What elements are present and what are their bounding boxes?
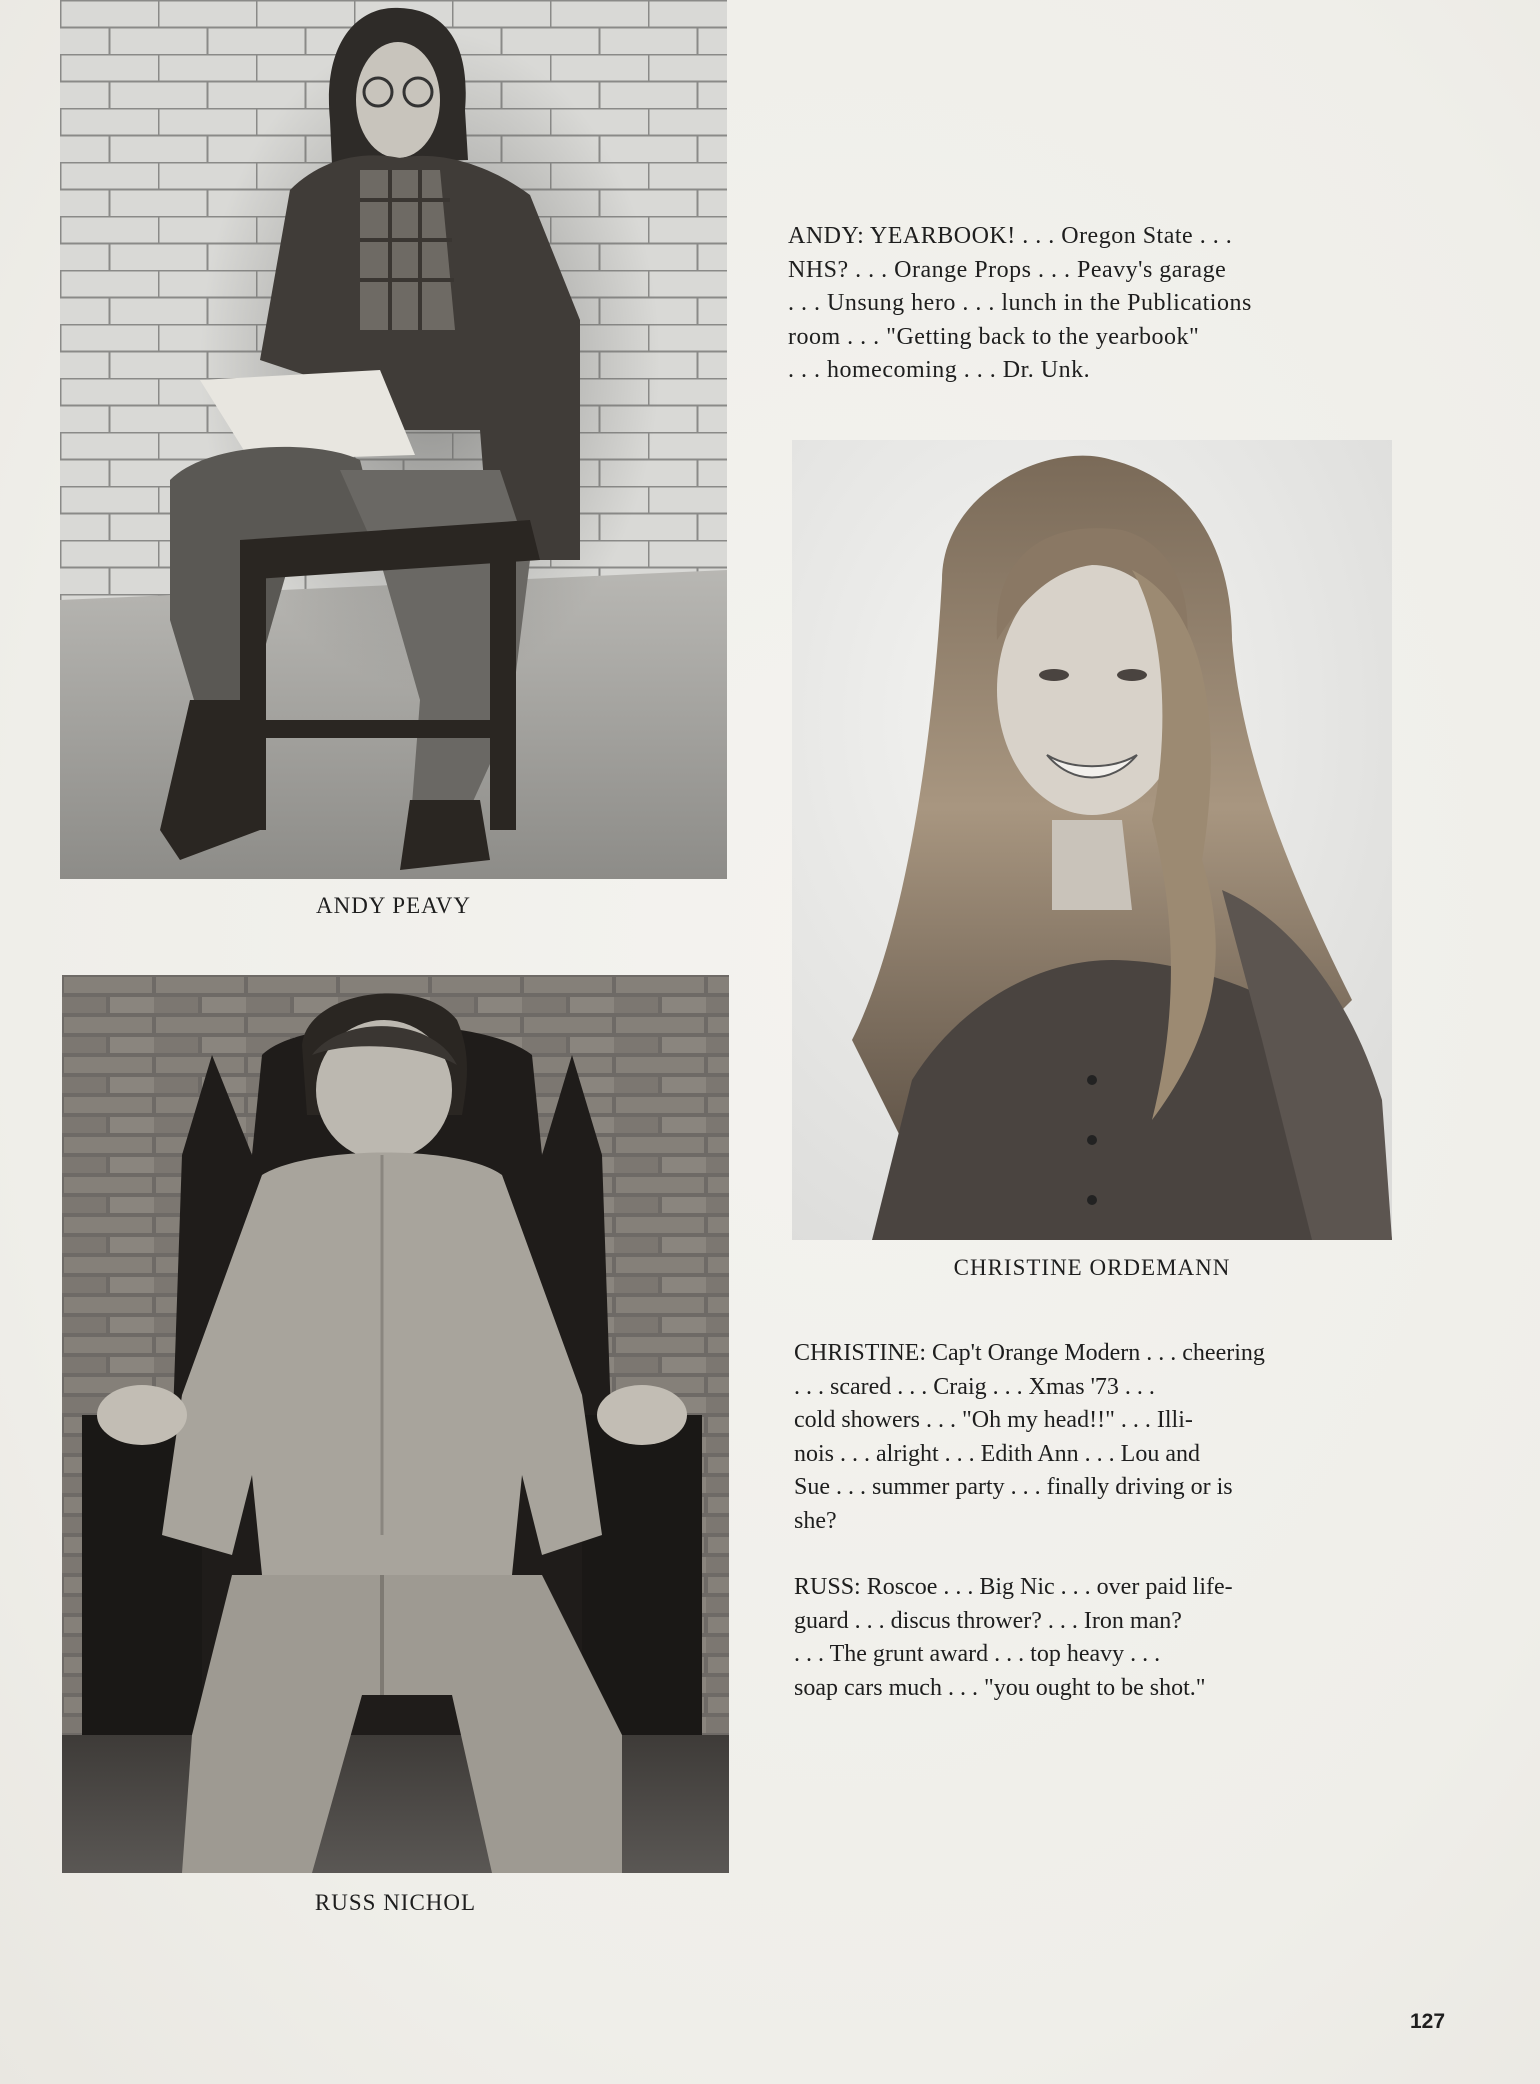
blurb-russ-line: . . . The grunt award . . . top heavy . . . [794,1641,1161,1667]
blurb-russ-line: RUSS: Roscoe . . . Big Nic . . . over paid life- [794,1574,1233,1600]
blurb-russ-line: soap cars much . . . "you ought to be shot." [794,1674,1206,1701]
photo-russ-nichol [62,975,729,1873]
blurb-andy [788,220,1378,388]
caption-christine-ordemann: CHRISTINE ORDEMANN [953,1255,1231,1280]
blurb-russ [794,1571,1394,1705]
caption-andy-peavy: ANDY PEAVY [315,893,472,918]
blurb-christine-line: she? [794,1507,837,1534]
photo-christine-ordemann [792,440,1392,1240]
blurb-andy-line: . . . Unsung hero . . . lunch in the Publications [788,290,1252,316]
caption-russ-nichol: RUSS NICHOL [314,1890,477,1915]
blurb-christine-line: cold showers . . . "Oh my head!!" . . . Illi- [794,1407,1193,1433]
blurb-christine-line: Sue . . . summer party . . . finally driving or is [794,1474,1233,1500]
page-number: 127 [1410,2010,1446,2033]
blurb-christine-line: CHRISTINE: Cap't Orange Modern . . . cheering [794,1340,1265,1366]
blurb-christine-line: . . . scared . . . Craig . . . Xmas '73 . . . [794,1373,1155,1400]
blurb-andy-line: room . . . "Getting back to the yearbook" [788,323,1200,350]
blurb-andy-line: . . . homecoming . . . Dr. Unk. [788,357,1091,383]
blurb-andy-line: NHS? . . . Orange Props . . . Peavy's garage [788,256,1227,283]
blurb-russ-line: guard . . . discus thrower? . . . Iron man? [794,1607,1182,1634]
blurb-andy-line: ANDY: YEARBOOK! . . . Oregon State . . . [788,223,1233,249]
photo-andy-peavy [60,0,727,879]
blurb-christine [794,1337,1394,1538]
blurb-christine-line: nois . . . alright . . . Edith Ann . . . Lou and [794,1440,1200,1467]
